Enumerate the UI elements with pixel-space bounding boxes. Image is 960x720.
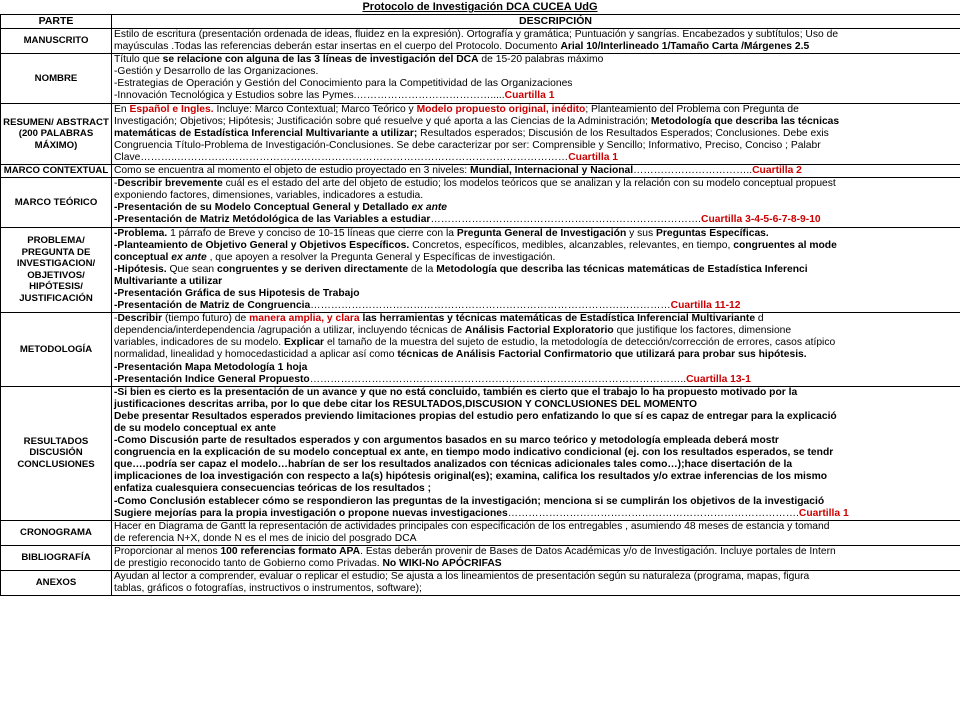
description-line	[114, 558, 960, 570]
description-line	[114, 496, 960, 508]
text-segment: Metodología que describa las técnicas	[650, 115, 840, 127]
row-description	[112, 520, 960, 545]
row-part-label: RESUMEN/ ABSTRACT (200 PALABRAS MÁXIMO)	[1, 103, 112, 164]
row-part-label: MARCO TEÓRICO	[1, 178, 112, 227]
row-description	[112, 54, 960, 103]
text-segment: -Gestión y Desarrollo de las Organizaciones.	[114, 66, 319, 78]
description-line	[114, 78, 960, 90]
text-segment: -Planteamiento de Objetivo General y Objetivos Específicos.	[114, 239, 410, 251]
text-segment: ; Planteamiento del Problema con Pregunta de	[585, 103, 799, 115]
text-segment: Cuartilla 13-1	[686, 373, 751, 385]
text-segment: Cuartilla 2	[752, 165, 802, 177]
description-line	[114, 521, 960, 533]
row-description	[112, 227, 960, 313]
text-segment: cuál es el estado del arte del objeto de estudio; los modelos teóricos que se analizan y la relación con su modelo conceptual propuest	[222, 178, 836, 190]
protocol-table	[0, 14, 960, 596]
text-segment: de la	[408, 263, 437, 275]
text-segment: ……………………………..	[633, 165, 753, 177]
text-segment: Cuartilla 1	[568, 151, 619, 163]
text-segment: que….podría ser capaz el modelo…habrían de ser los resultados analizados con técnicas adicionales tales como…);hace disertación de la	[114, 459, 793, 471]
text-segment: el tamaño de la muestra del sujeto de estudio, la metodología de detección/corrección de errores, casos atípico	[324, 337, 836, 349]
text-segment: enfatiza cualesquiera consecuencias teóricas de los resultados ;	[114, 483, 432, 495]
text-segment: manera amplia, y clara	[249, 313, 360, 325]
row-part-label: PROBLEMA/ PREGUNTA DE INVESTIGACION/ OBJETIVOS/ HIPÓTESIS/ JUSTIFICACIÓN	[1, 227, 112, 313]
text-segment: En	[114, 103, 130, 115]
text-segment: ……………………………………………………………………………………………	[310, 300, 671, 312]
description-line	[114, 152, 960, 164]
text-segment: Metodología que describa las técnicas matemáticas de Estadística Inferenci	[436, 263, 808, 275]
text-segment: variables, indicadores de su modelo.	[114, 337, 284, 349]
text-segment: Arial 10/Interlineado 1/Tamaño Carta /Márgenes 2.5	[560, 41, 810, 53]
text-segment: Cuartilla 11-12	[670, 300, 741, 312]
description-line	[114, 228, 960, 240]
table-row	[1, 227, 960, 313]
document-title: Protocolo de Investigación DCA CUCEA UdG	[362, 1, 598, 13]
text-segment: Título que	[114, 54, 163, 66]
text-segment: d	[755, 313, 764, 325]
description-line	[114, 90, 960, 102]
row-part-label: MANUSCRITO	[1, 29, 112, 54]
text-segment: Sugiere mejorías para la propia investigación o propone nuevas investigaciones	[114, 507, 508, 519]
text-segment: Describir	[117, 313, 163, 325]
text-segment: 100 referencias formato APA	[220, 545, 361, 557]
text-segment: Cuartilla 3-4-5-6-7-8-9-10	[701, 214, 821, 226]
row-part-label: BIBLIOGRAFÍA	[1, 545, 112, 570]
text-segment: -Hipótesis.	[114, 263, 167, 275]
text-segment: Resultados esperados; Discusión de los Resultados Esperados; Conclusiones. Debe exis	[417, 127, 829, 139]
text-segment: congruentes al mode	[733, 239, 837, 251]
text-segment: -Problema.	[114, 227, 168, 239]
text-segment: Preguntas Específicas.	[656, 227, 769, 239]
text-segment: implicaciones de loa investigación con respecto a la(s) hipótesis original(es); examina, califica los resultados y/o extrae inferencias de los mismo	[114, 471, 828, 483]
text-segment: (tiempo futuro) de	[162, 313, 250, 325]
text-segment: -	[114, 178, 118, 190]
row-description	[112, 545, 960, 570]
text-segment: Debe presentar Resultados esperados previendo limitaciones propias del estudio pero enfatizando lo que sí es capaz de entregar para la explicació	[114, 410, 837, 422]
text-segment: de 15-20 palabras máximo	[478, 54, 604, 66]
text-segment: Cuartilla 1	[504, 90, 555, 102]
description-line	[114, 264, 960, 276]
text-segment: Modelo propuesto original, inédito	[416, 103, 586, 115]
description-line	[114, 276, 960, 288]
description-line	[114, 240, 960, 252]
row-part-label: NOMBRE	[1, 54, 112, 103]
text-segment: Explicar	[284, 337, 325, 349]
table-row	[1, 165, 960, 178]
text-segment: ex ante	[171, 251, 207, 263]
description-line	[114, 546, 960, 558]
text-segment: -Estrategias de Operación y Gestión del Conocimiento para la Competitividad de las Organizaciones	[114, 78, 573, 90]
table-row	[1, 54, 960, 103]
description-line	[114, 214, 960, 226]
text-segment: que justifique los factores, dimensione	[613, 325, 792, 337]
text-segment: Análisis Factorial Exploratorio	[464, 325, 614, 337]
text-segment: técnicas de Análisis Factorial Confirmatorio que utilizará para probar sus hipótesis.	[397, 349, 807, 361]
description-line	[114, 325, 960, 337]
text-segment: -Presentación de su Modelo Conceptual General y Detallado	[114, 202, 412, 214]
row-description	[112, 178, 960, 227]
text-segment: dependencia/interdependencia /agrupación a utilizar, incluyendo técnicas de	[114, 325, 465, 337]
text-segment: Congruencia Título-Problema de Investigación-Conclusiones. Se debe caracterizar por ser: Comprensible y Sencillo; Informativo, Preciso, Conciso ; Palabr	[114, 139, 821, 151]
description-line	[114, 349, 960, 361]
table-row	[1, 520, 960, 545]
description-line	[114, 411, 960, 423]
table-row	[1, 178, 960, 227]
text-segment: se relacione con alguna de las 3 líneas de investigación del DCA	[162, 54, 479, 66]
description-line	[114, 313, 960, 325]
row-part-label: METODOLOGÍA	[1, 313, 112, 387]
text-segment: mayúsculas .Todas las referencias deberán estar insertas en el cuerpo del Protocolo. Documento	[114, 41, 561, 53]
text-segment: Proporcionar al menos	[114, 545, 221, 557]
description-line	[114, 104, 960, 116]
text-segment: congruentes y se deriven directamente	[217, 263, 409, 275]
text-segment: -Como Discusión parte de resultados esperados y con argumentos basados en su marco teórico y metodología empleada deberá mostr	[114, 435, 779, 447]
text-segment: Cuartilla 1	[798, 507, 849, 519]
text-segment: , que apoyen a resolver la Pregunta General y Específicas de investigación.	[206, 251, 556, 263]
text-segment: -Presentación Gráfica de sus Hipotesis de Trabajo	[114, 287, 360, 299]
text-segment: de referencia N+X, donde N es el mes de inicio del posgrado DCA	[114, 532, 417, 544]
text-segment: Pregunta General de Investigación	[456, 227, 627, 239]
text-segment: -Presentación de Matriz de Congruencia	[114, 300, 311, 312]
table-header-row	[1, 15, 960, 29]
text-segment: Describir brevemente	[117, 178, 223, 190]
description-line	[114, 29, 960, 41]
description-line	[114, 252, 960, 264]
description-line	[114, 571, 960, 583]
text-segment: Que sean	[166, 263, 218, 275]
description-line	[114, 533, 960, 545]
text-segment: ………………………………………………………………………….	[507, 507, 799, 519]
description-line	[114, 387, 960, 399]
description-line	[114, 41, 960, 53]
table-row	[1, 571, 960, 596]
description-line	[114, 202, 960, 214]
description-line	[114, 459, 960, 471]
text-segment: Español e Ingles.	[129, 103, 214, 115]
row-description	[112, 29, 960, 54]
description-line	[114, 140, 960, 152]
text-segment: ………………………………………………………………………………………………..	[309, 373, 687, 385]
text-segment: Ayudan al lector a comprender, evaluar o replicar el estudio; Se ajusta a los lineamientos de presentación según su naturaleza (programa, mapas, figura	[114, 571, 810, 583]
text-segment: Clave………..……………………………………………………………………………………………………	[114, 151, 569, 163]
row-description	[112, 386, 960, 520]
text-segment: Hacer en Diagrama de Gantt la representación de actividades principales con especificación de los entregables , asumiendo 48 meses de estancia y tomand	[114, 520, 830, 532]
text-segment: Estilo de escritura (presentación ordenada de ideas, fluidez en la expresión). Ortografía y gramática; Puntuación y sangrías. Encabezados y subtítulos; Uso de	[114, 29, 839, 40]
text-segment: de prestigio reconocido tanto de Gobierno como Privadas.	[114, 558, 383, 570]
text-segment: -	[114, 313, 118, 325]
table-row	[1, 103, 960, 164]
header-part: PARTE	[1, 15, 112, 29]
row-part-label: MARCO CONTEXTUAL	[1, 165, 112, 178]
text-segment: …………………………………………………………………….	[430, 214, 702, 226]
description-line	[114, 508, 960, 520]
description-line	[114, 178, 960, 190]
description-line	[114, 423, 960, 435]
text-segment: 1 párrafo de Breve y conciso de 10-15 líneas que cierre con la	[167, 227, 457, 239]
description-line	[114, 471, 960, 483]
text-segment: las herramientas y técnicas matemáticas de Estadística Inferencial Multivariante	[362, 313, 756, 325]
row-description	[112, 103, 960, 164]
description-line	[114, 483, 960, 495]
row-part-label: CRONOGRAMA	[1, 520, 112, 545]
text-segment: conceptual	[114, 251, 172, 263]
text-segment: de su modelo conceptual ex ante	[114, 423, 276, 434]
description-line	[114, 288, 960, 300]
text-segment: Como se encuentra al momento el objeto de estudio proyectado en 3 niveles:	[114, 165, 471, 177]
text-segment: -Presentación de Matriz Metódológica de las Variables a estudiar	[114, 214, 431, 226]
description-line	[114, 128, 960, 140]
text-segment: No WIKI-No APÓCRIFAS	[382, 558, 502, 570]
description-line	[114, 374, 960, 386]
text-segment: -Como Conclusión establecer cómo se respondieron las preguntas de la investigación; menciona si se cumplirán los objetivos de la investigació	[114, 495, 825, 507]
row-description	[112, 571, 960, 596]
header-description: DESCRIPCIÓN	[112, 15, 960, 29]
text-segment: Mundial, Internacional y Nacional	[470, 165, 634, 177]
text-segment: normalidad, linealidad y homocedasticidad a aplicar así como	[114, 349, 398, 361]
text-segment: . Estas deberán provenir de Bases de Datos Académicas y/o de Investigación. Incluye portales de Intern	[360, 545, 836, 557]
description-line	[114, 399, 960, 411]
description-line	[114, 54, 960, 66]
description-line	[114, 447, 960, 459]
text-segment: Multivariante a utilizar	[114, 275, 223, 287]
text-segment: tablas, gráficos o fotografías, instructivos o instrumentos, software);	[114, 583, 422, 595]
description-line	[114, 190, 960, 202]
row-description	[112, 165, 960, 178]
text-segment: ex ante	[411, 202, 448, 214]
description-line	[114, 165, 960, 177]
table-row	[1, 29, 960, 54]
text-segment: congruencia en la explicación de su modelo conceptual ex ante, en tiempo modo indicativo condicional (ej. con los resultados esperados, se tendr	[114, 447, 834, 459]
text-segment: Incluye: Marco Contextual; Marco Teórico y	[213, 103, 417, 115]
text-segment: -Presentación Indice General Propuesto	[114, 373, 310, 385]
text-segment: -Innovación Tecnológica y Estudios sobre las Pymes.………………………………….....	[114, 90, 505, 102]
text-segment: y sus	[626, 227, 657, 239]
description-line	[114, 362, 960, 374]
description-line	[114, 116, 960, 128]
text-segment: justificaciones descritas arriba, por lo que debe citar los RESULTADOS,DISCUSION Y CONCLUSIONES DEL MOMENTO	[114, 398, 698, 410]
description-line	[114, 583, 960, 595]
text-segment: -Si bien es cierto es la presentación de un avance y que no está concluido, también es cierto que el trabajo lo ha propuesto motivado por la	[114, 386, 798, 398]
description-line	[114, 66, 960, 78]
description-line	[114, 300, 960, 312]
table-row	[1, 386, 960, 520]
text-segment: matemáticas de Estadística Inferencial Multivariante a utilizar;	[114, 127, 418, 139]
row-description	[112, 313, 960, 387]
table-row	[1, 545, 960, 570]
description-line	[114, 435, 960, 447]
description-line	[114, 337, 960, 349]
row-part-label: RESULTADOS DISCUSIÓN CONCLUSIONES	[1, 386, 112, 520]
text-segment: Concretos, específicos, medibles, alcanzables, relevantes, en tiempo,	[409, 239, 734, 251]
text-segment: exponiendo factores, dimensiones, variables, indicadores a estudia.	[114, 190, 424, 202]
text-segment: Investigación; Objetivos; Hipótesis; Justificación sobre qué resuelve y qué aporta a las Ciencias de la Administración;	[114, 115, 651, 127]
table-row	[1, 313, 960, 387]
text-segment: -Presentación Mapa Metodología 1 hoja	[114, 361, 308, 373]
row-part-label: ANEXOS	[1, 571, 112, 596]
